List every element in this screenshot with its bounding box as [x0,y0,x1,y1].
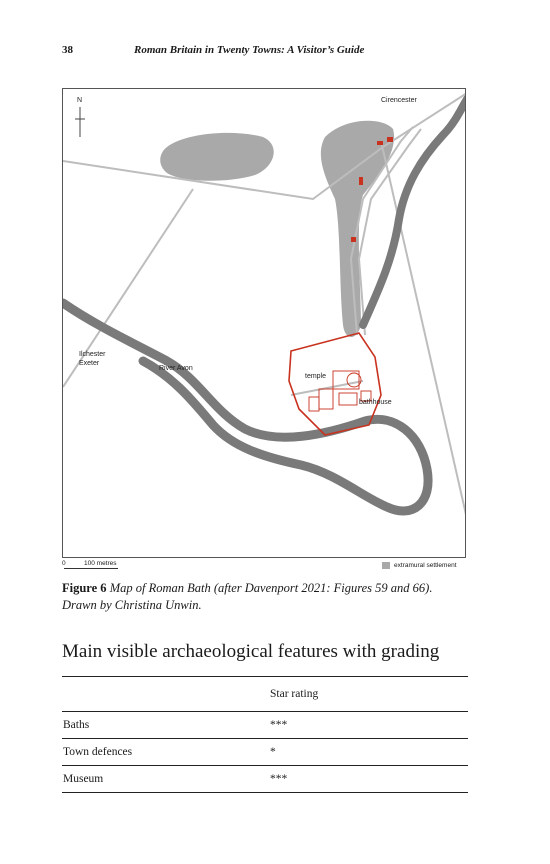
section-heading: Main visible archaeological features with grading [62,641,440,662]
north-label: N [77,97,83,104]
grading-table [62,676,468,793]
legend-label: extramural settlement [394,562,457,569]
rating-cell: * [269,739,468,766]
map-drawing [63,89,466,558]
page-header [62,44,468,60]
legend-swatch [382,562,390,569]
label-bathhouse: bathhouse [359,399,392,406]
figure-number: Figure 6 [62,581,107,595]
table-header-row [62,677,468,712]
rating-cell: *** [269,712,468,739]
page-number: 38 [62,44,73,56]
label-river-avon: River Avon [159,365,193,372]
settlement-area-west [160,133,273,181]
figure-caption [62,580,470,614]
scale-label: 100 metres [84,560,117,567]
scale-bar [62,560,222,574]
scale-line [64,568,118,569]
rating-cell: *** [269,766,468,793]
label-cirencester: Cirencester [381,97,417,104]
north-arrow-icon [75,107,85,137]
feature-column-header [62,677,269,712]
scale-zero: 0 [62,560,66,567]
running-title: Roman Britain in Twenty Towns: A Visitor’s Guide [134,44,365,56]
feature-cell: Museum [62,766,269,793]
table-row [62,766,468,793]
figure-caption-text: Map of Roman Bath (after Davenport 2021: Figures 59 and 66). Drawn by Christina Unwin. [62,581,433,612]
feature-cell: Town defences [62,739,269,766]
table-row [62,712,468,739]
rating-column-header: Star rating [269,677,468,712]
label-temple: temple [305,373,327,380]
map-figure [62,88,466,558]
label-exeter: Exeter [79,360,100,367]
label-ilchester: Ilchester [79,351,106,358]
feature-cell: Baths [62,712,269,739]
table-row [62,739,468,766]
